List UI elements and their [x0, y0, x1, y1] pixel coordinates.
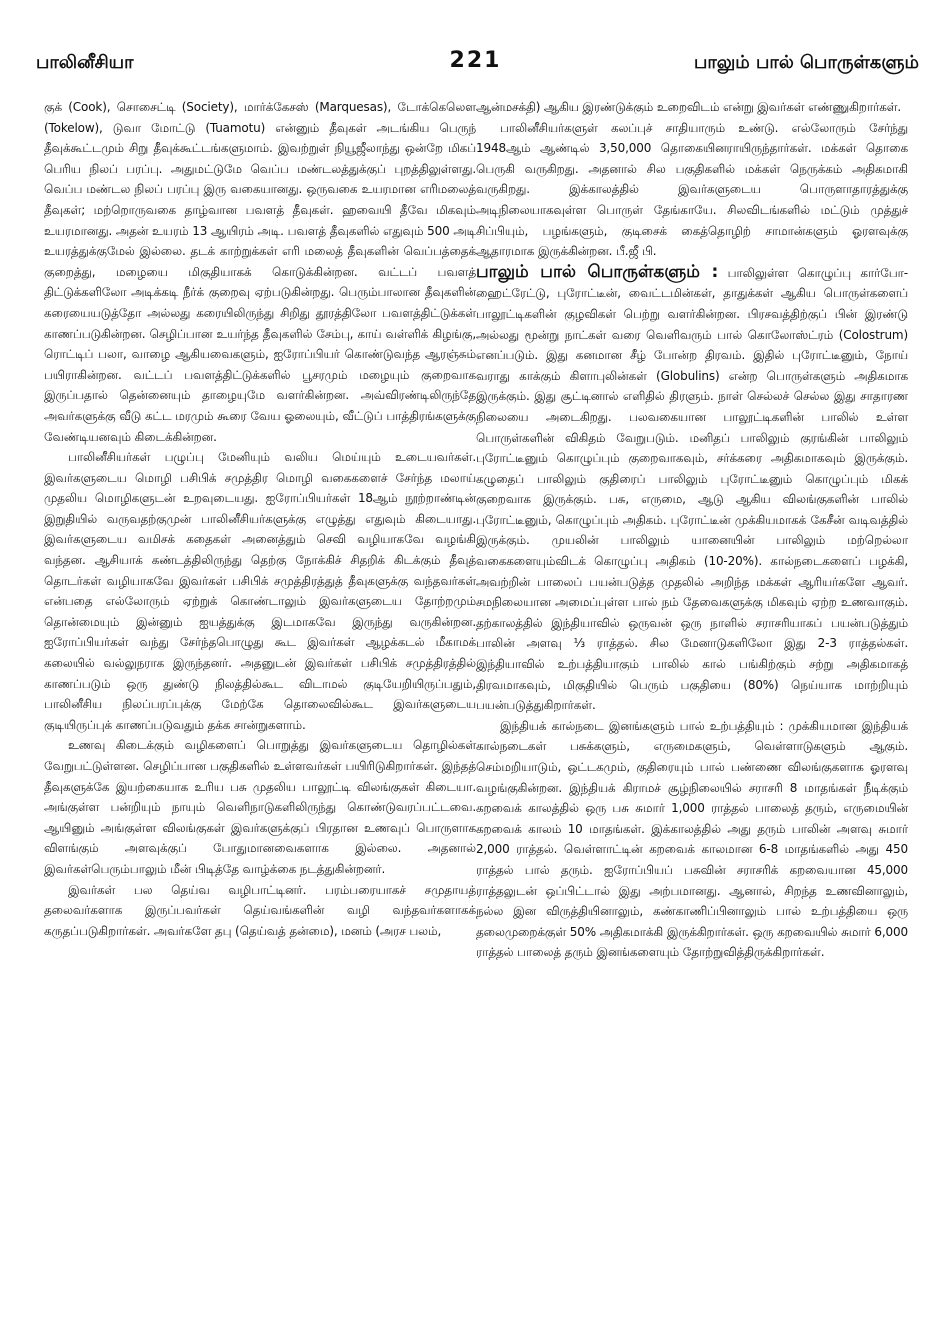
right-column — [476, 97, 908, 963]
paragraph: ஆன்மசக்தி) ஆகிய இரண்டுக்கும் உறைவிடம் என்று இவர்கள் எண்ணுகிறார்கள். — [476, 100, 902, 114]
paragraph: பாலினீசியர்களுள் கலப்புச் சாதியாரும் உண்டு. எல்லோரும் சேர்ந்து 1948ஆம் ஆண்டில் 3,50,000 தொகையினராயிருந்தார்கள். மக்கள் தொகை பெருகி வருகிறது. அதனால் சில பகுதிகளில் மக்கள் நெருக்கம் அதிகமாகி வருகிறது. இக்காலத்தில் இவர்களுடைய பொருளாதாரத்துக்கு அடிநிலையாகவுள்ள பொருள் தேங்காயே. சிலவிடங்களில் மட்டும் முத்துச் சிப்பியும், பழங்களும், குடிசைக் கைத்தொழிற் சாமான்களும் ஓரளவுக்கு ஆதாரமாக இருக்கின்றன. பீ.ஜீ பி. — [476, 120, 908, 259]
left-column — [44, 97, 476, 941]
paragraph: இவர்கள் பல தெய்வ வழிபாட்டினர். பரம்பரையாகச் சமுதாயத் தலைவர்களாக இருப்பவர்கள் தெய்வங்களின் வழி வந்தவர்களாகக் கருதப்படுகிறார்கள். அவர்களே தபு (தெய்வத் தன்மை), மனம் (அரச பலம், — [44, 882, 476, 938]
paragraph: பாலினீசியர்கள் பழுப்பு மேனியும் வலிய மெய்யும் உடையவர்கள். இவர்களுடைய மொழி பசிபிக் சமுத்திர மொழி வகைகளைச் சேர்ந்த மலாய் முதலிய மொழிகளுடன் உறவுடையது. ஐரோப்பியர்கள் 18ஆம் நூற்றாண்டின் இறுதியில் வருவதற்குமுன் பாலினீசியர்களுக்கு எழுத்து எதுவும் கிடையாது. இவர்களுடைய வமிசக் கதைகள் அனைத்தும் செவி வழியாகவே வழங்கி வந்தன. ஆசியாக் கண்டத்திலிருந்து தெற்கு நோக்கிச் சிதறிக் கிடக்கும் தீவுத் தொடர்கள் வழியாகவே இவர்கள் பசிபிக் சமுத்திரத்துத் தீவுகளுக்கு வந்தவர்கள் என்பதை எல்லோரும் ஏற்றுக் கொண்டாலும் இவர்களுடைய தோற்றமும் தொன்மையும் இன்னும் ஐயத்துக்கு இடமாகவே இருந்து வருகின்றன. ஐரோப்பியர்கள் வந்து சேர்ந்தபொழுது கூட இவர்கள் ஆழக்கடல் மீகாமக் கலையில் வல்லுநராக இருந்தனர். அதனுடன் இவர்கள் பசிபிக் சமுத்திரத்தில் காணப்படும் ஒரு துண்டு நிலத்தில்கூட விடாமல் குடியேறியிருப்பதும், பாலினீசிய நிலப்பரப்புக்கு மேற்கே தொலைவில்கூட இவர்களுடைய குடியிருப்புக் காணப்படுவதும் தக்க சான்றுகளாம். — [44, 450, 476, 732]
page-header — [0, 48, 951, 84]
running-title-right: பாலும் பால் பொருள்களும் — [693, 52, 919, 73]
section-body: பாலிலுள்ள கொழுப்பு கார்போ-ஹைட்ரேட்டு, புரோட்டீன், வைட்டமின்கள், தாதுக்கள் ஆகிய பொருள்களைப் பாலூட்டிகளின் குழவிகள் பெற்று வளர்கின்றன. பிரசவத்திற்குப் பின் இரண்டு அல்லது மூன்று நாட்கள் வரை வெளிவரும் பால் கொலோஸ்ட்ரம் (Colostrum) எனப்படும். இது கனமான சீழ் போன்ற திரவம். இதில் புரோட்டீனும், நோய் வராது காக்கும் கிளாபுலின்கள் (Globulins) என்ற பொருள்களும் அதிகமாக இருக்கும். இது சூட்டினால் எளிதில் திரளும். நாள் செல்லச் செல்ல இது சாதாரண நிலையை அடைகிறது. பலவகையான பாலூட்டிகளின் பாலில் உள்ள பொருள்களின் விகிதம் வேறுபடும். மனிதப் பாலிலும் குரங்கின் பாலிலும் புரோட்டீனும் கொழுப்பும் குறைவாகவும், சர்க்கரை அதிகமாகவும் இருக்கும். கழுதைப் பாலிலும் குதிரைப் பாலிலும் புரோட்டீனும் கொழுப்பும் மிகக் குறைவாக இருக்கும். பசு, எருமை, ஆடு ஆகிய விலங்குகளின் பாலில் புரோட்டீனும், கொழுப்பும் அதிகம். புரோட்டீன் முக்கியமாகக் கேசீன் வடிவத்தில் இருக்கும். முயலின் பாலிலும் யானையின் பாலிலும் மற்றெல்லா வகைகளையும்விடக் கொழுப்பு அதிகம் (10-20%). கால்நடைகளைப் பழக்கி, அவற்றின் பாலைப் பயன்படுத்த முதலில் அறிந்த மக்கள் ஆரியர்களே ஆவர். சமநிலையான அமைப்புள்ள பால் நம் தேவைகளுக்கு மிகவும் ஏற்ற உணவாகும். தற்காலத்தில் இந்தியாவில் ஒருவன் ஒரு நாளில் சராசரியாகப் பயன்படுத்தும் பாலின் அளவு ⅓ ராத்தல். சில மேனாடுகளிலோ இது 2-3 ராத்தல்கள். இந்தியாவில் உற்பத்தியாகும் பாலில் கால் பங்கிற்கும் சற்று அதிகமாகத் திரவமாகவும், மிகுதியில் பெரும் பகுதியை (80%) நெய்யாக மாற்றியும் பயன்படுத்துகிறார்கள். — [476, 265, 908, 713]
subsection-heading: இந்தியக் கால்நடை இனங்களும் பால் உற்பத்தியும் : — [500, 718, 784, 733]
subsection-paragraph — [476, 716, 908, 963]
paragraph: குக் (Cook), சொசைட்டி (Society), மார்க்கேசஸ் (Marquesas), டோக்கெலௌ (Tokelow), டுவா மோட்டு (Tuamotu) என்னும் தீவுகள் அடங்கிய பெருந் தீவுக்கூட்டமும் சிறு தீவுக்கூட்டங்களுமாம். இவற்றுள் நியூஜீலாந்து ஒன்றே மிகப் பெரிய நிலப் பரப்பு. அதுமட்டுமே வெப்ப மண்டலத்துக்குப் புறத்திலுள்ளது. வெப்ப மண்டல நிலப் பரப்பு இரு வகையானது. ஒருவகை உயரமான எரிமலைத் தீவுகள்; மற்றொருவகை தாழ்வான பவளத் தீவுகள். ஹவையி தீவே மிகவும் உயரமானது. அதன் உயரம் 13 ஆயிரம் அடி. பவளத் தீவுகளில் எதுவும் 500 அடி உயரத்துக்குமேல் இல்லை. தடக் காற்றுக்கள் எரி மலைத் தீவுகளின் வெப்பத்தைக் குறைத்து, மழையை மிகுதியாகக் கொடுக்கின்றன. வட்டப் பவளத் திட்டுக்களிலோ அடிக்கடி நீர்க் குறைவு ஏற்படுகின்றது. பெரும்பாலான தீவுகளின் கரையையடுத்தோ அல்லது கரையிலிருந்து சிறிது தூரத்திலோ பவளத்திட்டுக்கள் காணப்படுகின்றன. செழிப்பான உயர்ந்த தீவுகளில் சேம்பு, காய் வள்ளிக் கிழங்கு, ரொட்டிப் பலா, வாழை ஆகியவைகளும், ஐரோப்பியர் கொண்டுவந்த ஆரஞ்சும் பயிராகின்றன. வட்டப் பவளத்திட்டுக்களில் பூசரமும் மழையும் குறைவாக இருப்பதால் தென்னையும் தாழையுமே வளர்கின்றன. அவ்விரண்டிலிருந்தே அவர்களுக்கு வீடு கட்ட மரமும் கூரை வேய ஓலையும், வீட்டுப் பாத்திரங்களுக்கு வேண்டியனவும் கிடைக்கின்றன. — [44, 100, 476, 444]
paragraph: உணவு கிடைக்கும் வழிகளைப் பொறுத்து இவர்களுடைய தொழில்கள் வேறுபட்டுள்ளன. செழிப்பான பகுதிகளில் உள்ளவர்கள் பயிரிடுகிறார்கள். இந்தத் தீவுகளுக்கே இயற்கையாக உரிய பசு முதலிய பாலூட்டி விலங்குகள் கிடையா. அங்குள்ள பன்றியும் நாயும் வெளிநாடுகளிலிருந்து கொண்டுவரப்பட்டவை. ஆயினும் அங்குள்ள விலங்குகள் இவர்களுக்குப் பிரதான உணவுப் பொருளாக விளங்கும் அளவுக்குப் போதுமானவைகளாக இல்லை. அதனால் இவர்கள்பெரும்பாலும் மீன் பிடித்தே வாழ்க்கை நடத்துகின்றனர். — [44, 738, 476, 876]
section-paragraph — [476, 262, 908, 716]
running-title-left: பாலினீசியா — [36, 52, 134, 73]
section-heading: பாலும் பால் பொருள்களும் : — [476, 261, 719, 282]
page-number: 221 — [449, 48, 502, 73]
subsection-body: முக்கியமான இந்தியக் கால்நடைகள் பசுக்களும், எருமைகளும், வெள்ளாடுகளும் ஆகும். செம்மறியாடும், ஒட்டகமும், குதிரையும் பால் பண்ணை விலங்குகளாக ஓரளவு வழங்குகின்றன. இந்தியக் கிராமச் சூழ்நிலையில் சராசரி 8 மாதங்கள் நீடிக்கும் கறவைக் காலத்தில் ஒரு பசு சுமார் 1,000 ராத்தல் பாலைத் தரும், எருமையின் கறவைக் காலம் 10 மாதங்கள். இக்காலத்தில் அது தரும் பாலின் அளவு சுமார் 2,000 ராத்தல். வெள்ளாட்டின் கறவைக் காலமான 6-8 மாதங்களில் அது 450 ராத்தல் பால் தரும். ஐரோப்பியப் பசுவின் சராசரிக் கறவையான 45,000 ராத்தலுடன் ஒப்பிட்டால் இது அற்பமானது. ஆனால், சிறந்த உணவினாலும், நல்ல இன விருத்தியினாலும், கண்காணிப்பினாலும் பால் உற்பத்தியை ஒரு தலைமுறைக்குள் 50% அதிகமாக்கி இருக்கிறார்கள். ஒரு கறவையில் சுமார் 6,000 ராத்தல் பாலைத் தரும் இனங்களையும் தோற்றுவித்திருக்கிறார்கள். — [476, 718, 909, 960]
